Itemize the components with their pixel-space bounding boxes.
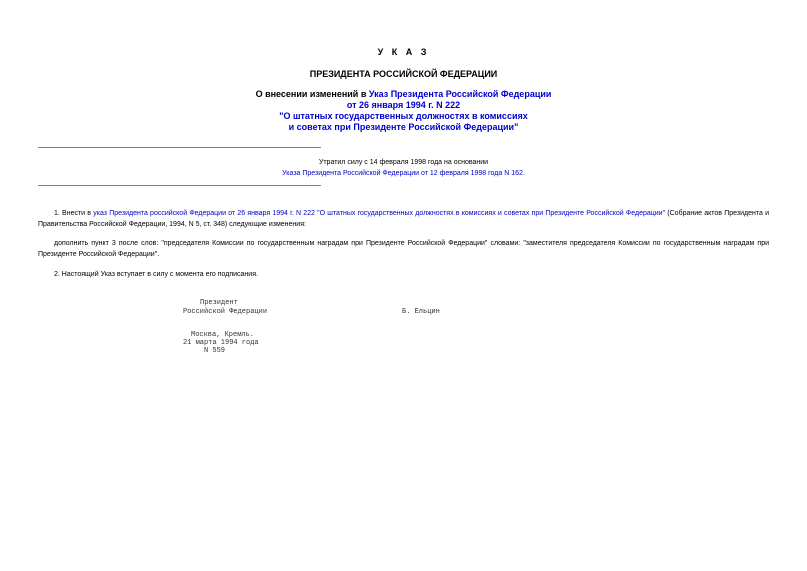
- heading-link-1[interactable]: Указ Президента Российской Федерации: [368, 89, 552, 99]
- paragraph-1-suffix: (Собрание актов Президента и Правительства Российской Федерации, 1994, N 5, ст. 348) следующие изменения:: [38, 210, 770, 228]
- paragraph-3: 2. Настоящий Указ вступает в силу с момента его подписания.: [54, 271, 258, 278]
- paragraph-2: дополнить пункт 3 после слов: "председателя Комиссии по государственным наградам при Президенте Российской Федерации" словами: "заместителя председателя Комиссии по государственным наградам при Президенте Российской Федерации".: [38, 240, 769, 258]
- signature-date: 21 марта 1994 года: [183, 339, 259, 347]
- paragraph-1-prefix: 1. Внести в: [54, 210, 94, 217]
- heading-prefix: О внесении изменений в: [255, 89, 369, 99]
- signature-name: Б. Ельцин: [402, 308, 440, 316]
- repeal-note-link[interactable]: Указа Президента Российской Федерации от 12 февраля 1998 года N 162.: [282, 170, 525, 177]
- repeal-note-text: Утратил силу с 14 февраля 1998 года на основании: [318, 159, 489, 166]
- heading-line-1: [0, 89, 807, 100]
- heading-link-4[interactable]: и советах при Президенте Российской Федерации": [288, 122, 519, 132]
- paragraph-1: [38, 208, 769, 230]
- signature-title-2: Российской Федерации: [183, 308, 268, 316]
- paragraph-1-link[interactable]: указ Президента российской Федерации от 26 января 1994 г. N 222 "О штатных государственных должностях в комиссиях и советах при Президенте Российской Федерации": [93, 210, 666, 217]
- signature-title-1: Президент: [200, 299, 238, 307]
- divider-top: [38, 147, 321, 148]
- divider-bottom: [38, 185, 321, 186]
- decree-title: У К А З: [377, 47, 430, 57]
- heading-link-2[interactable]: от 26 января 1994 г. N 222: [346, 100, 461, 110]
- signature-place: Москва, Кремль.: [191, 331, 255, 339]
- decree-issuer: ПРЕЗИДЕНТА РОССИЙСКОЙ ФЕДЕРАЦИИ: [309, 69, 498, 79]
- signature-number: N 559: [204, 347, 226, 355]
- repeal-note: [0, 157, 807, 179]
- heading-link-3[interactable]: "О штатных государственных должностях в комиссиях: [279, 111, 528, 121]
- decree-heading: [0, 89, 807, 133]
